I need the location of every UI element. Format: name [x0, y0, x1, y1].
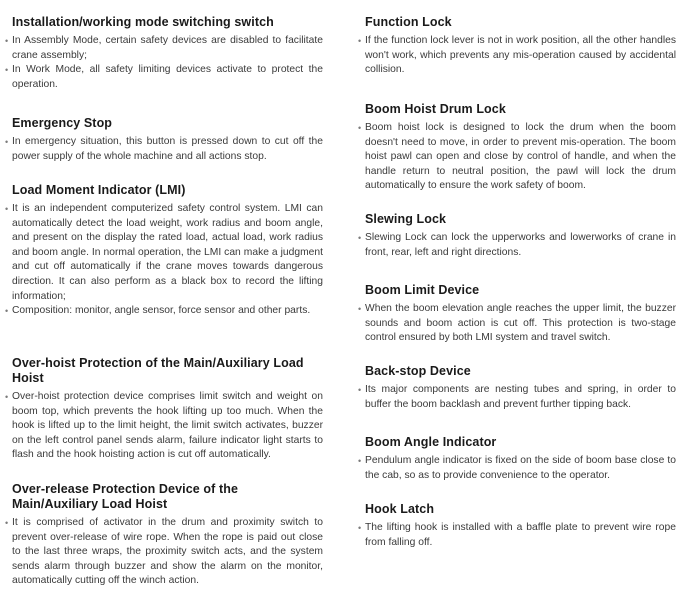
bullet-icon: •: [5, 137, 9, 147]
section-slewing-lock: [358, 212, 676, 260]
bullet-item: [358, 383, 676, 412]
section-heading: Function Lock: [365, 15, 452, 29]
bullet-icon: •: [358, 233, 362, 243]
bullet-text: In Work Mode, all safety limiting devices activate to protect the operation.: [12, 64, 323, 90]
section-heading: Hook Latch: [365, 502, 435, 516]
bullet-item: [358, 454, 676, 483]
bullet-text: If the function lock lever is not in work position, all the other handles won't work, which prevents any mis-operation caused by accidental collision.: [365, 35, 676, 76]
bullet-text: Over-hoist protection device comprises limit switch and weight on boom top, which prevents the hook lifting up too much. When the hook is lifted up to the limit height, the limit switch activates, buzzer on the left control panel sends alarm, failure indicator light starts to flash and the hook hoisting action is cut off automatically.: [12, 391, 323, 461]
section-hook-latch: [358, 502, 676, 550]
bullet-item: [5, 135, 323, 164]
section-heading: Over-hoist Protection of the Main/Auxiliary Load Hoist: [12, 356, 304, 385]
bullet-text: Boom hoist lock is designed to lock the drum when the boom doesn't need to move, in order to prevent mis-operation. The boom hoist pawl can open and close by control of handle, and when the handle return to neutral position, the pawl will lock the drum automatically to ensure the work safety of boom.: [365, 122, 676, 192]
section-lmi: [5, 183, 323, 319]
bullet-text: Its major components are nesting tubes and spring, in order to buffer the boom backlash and prevent further tipping back.: [365, 384, 676, 410]
section-heading: Back-stop Device: [365, 364, 471, 378]
bullet-icon: •: [5, 204, 9, 214]
bullet-text: In Assembly Mode, certain safety devices are disabled to facilitate crane assembly;: [12, 35, 323, 61]
bullet-item: [5, 304, 323, 319]
bullet-icon: •: [5, 65, 9, 76]
section-back-stop: [358, 364, 676, 412]
bullet-text: It is comprised of activator in the drum and proximity switch to prevent over-release of wire rope. When the rope is paid out close to the last three wraps, the proximity switch acts, and the system sends alarm through buzzer and show the alarm on the monitor, automatically cutting off the winch action.: [12, 517, 323, 587]
bullet-text: Slewing Lock can lock the upperworks and lowerworks of crane in front, rear, left and right directions.: [365, 232, 676, 258]
bullet-item: [5, 390, 323, 463]
section-heading: Load Moment Indicator (LMI): [12, 183, 186, 197]
bullet-icon: •: [358, 385, 362, 395]
section-drum-lock: [358, 102, 676, 194]
section-function-lock: [358, 15, 676, 78]
bullet-item: [5, 202, 323, 304]
bullet-icon: •: [5, 306, 9, 317]
section-angle-indicator: [358, 435, 676, 483]
bullet-icon: •: [5, 392, 9, 402]
bullet-item: [358, 302, 676, 346]
section-boom-limit: [358, 283, 676, 346]
section-heading: Slewing Lock: [365, 212, 447, 226]
bullet-text: Composition: monitor, angle sensor, force sensor and other parts.: [12, 305, 311, 317]
bullet-text: Pendulum angle indicator is fixed on the side of boom base close to the cab, so as to provide convenience to the operator.: [365, 455, 676, 481]
bullet-icon: •: [358, 456, 362, 466]
bullet-icon: •: [5, 518, 9, 528]
section-heading: Over-release Protection Device of the Main/Auxiliary Load Hoist: [12, 482, 239, 511]
bullet-text: The lifting hook is installed with a baffle plate to prevent wire rope from falling off.: [365, 522, 676, 548]
section-emergency-stop: [5, 116, 323, 164]
bullet-item: [358, 121, 676, 194]
bullet-icon: •: [5, 36, 9, 46]
section-heading: Emergency Stop: [12, 116, 113, 130]
bullet-text: In emergency situation, this button is pressed down to cut off the power supply of the whole machine and all actions stop.: [12, 136, 323, 162]
section-heading: Boom Angle Indicator: [365, 435, 497, 449]
section-heading: Installation/working mode switching switch: [12, 15, 274, 29]
section-mode-switch: [5, 15, 323, 92]
bullet-item: [5, 63, 323, 92]
bullet-item: [358, 34, 676, 78]
bullet-text: It is an independent computerized safety control system. LMI can automatically detect the load weight, work radius and boom angle, and present on the display the rated load, actual load, work radius and boom angle. In normal operation, the LMI can make a judgment and cut off automatically if the crane moves towards dangerous direction. It can also perform as a black box to record the lifting information;: [12, 203, 323, 302]
bullet-icon: •: [358, 123, 362, 133]
section-heading: Boom Limit Device: [365, 283, 480, 297]
bullet-icon: •: [358, 523, 362, 533]
bullet-text: When the boom elevation angle reaches the upper limit, the buzzer sounds and boom action is cut off. This protection is two-stage control ensured by both LMI system and travel switch.: [365, 303, 676, 344]
bullet-item: [358, 231, 676, 260]
bullet-icon: •: [358, 304, 362, 314]
section-over-hoist: [5, 356, 323, 463]
bullet-icon: •: [358, 36, 362, 46]
bullet-item: [5, 516, 323, 589]
bullet-item: [358, 521, 676, 550]
section-over-release: [5, 482, 323, 589]
bullet-item: [5, 34, 323, 63]
section-heading: Boom Hoist Drum Lock: [365, 102, 506, 116]
